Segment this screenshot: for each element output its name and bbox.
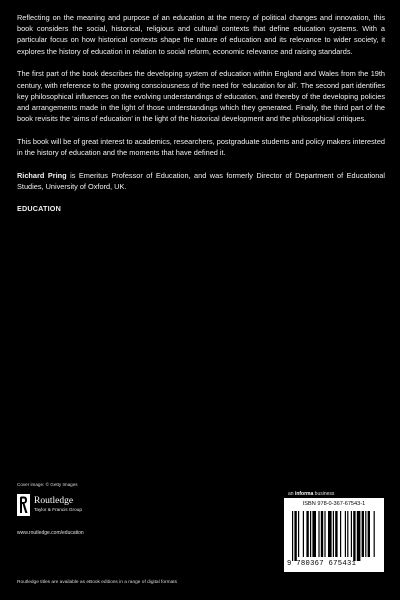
barcode-bar [351,511,352,557]
book-blurb [17,12,385,213]
barcode-bar [312,511,316,557]
barcode-bar [340,511,341,557]
barcode-bar [294,511,296,561]
author-name: Richard Pring [17,170,67,180]
barcode-panel [284,498,384,572]
informa-business-mark [288,491,334,497]
blurb-paragraph-1: Reflecting on the meaning and purpose of an education at the mercy of political changes and innovation, this book considers the social, historical, religious and cultural contexts that define education systems. With a particular focus on how historical contexts shape the nature of education and its relevance to wider society, it explores the history of education in relation to social reform, economic relevance and raising standards. [17,13,385,56]
barcode-bar [335,511,337,557]
isbn-number: ISBN 978-0-367-67543-1 [302,501,366,507]
barcode-bar [357,511,361,561]
barcode-digits: 9 780367 675431 [287,560,357,568]
informa-suffix: business [313,491,335,497]
barcode-bar [303,511,304,557]
barcode-bar [333,511,334,557]
barcode-bar [345,511,346,557]
barcode-bar [347,511,348,557]
blurb-paragraph-3: This book will be of great interest to academics, researchers, postgraduate students and policy makers interested in the history of education and the moments that have defined it. [17,136,385,158]
barcode-bar [328,511,332,557]
barcode-bar [324,511,325,557]
publisher-website[interactable]: www.routledge.com/education [17,530,84,536]
routledge-logo-icon [17,494,30,516]
publisher-name: Routledge [34,496,74,506]
informa-prefix: an [288,491,295,497]
barcode-bar [306,511,308,557]
barcode-bar [365,511,366,557]
barcode-bar [318,511,319,557]
publisher-group: Taylor & Francis Group [34,507,82,512]
author-bio-paragraph [17,170,385,192]
barcode-bar [374,511,375,557]
blurb-paragraph-2: The first part of the book describes the developing system of education within England and Wales from the 19th century, with reference to the growing consciousness of the need for ‘education for all’. The second part identifies key philosophical influences on the evolving understandings of education, and thereby of the developing policies and arrangements made in the light of those understandings which they generated. Finally, the third part of the book revisits the ‘aims of education’ in the light of the historical development and the philosophical critiques. [17,69,385,124]
ebook-availability-note: Routledge titles are available as eBook editions in a range of digital formats [17,580,177,585]
barcode-bar [298,511,299,557]
barcode-bar [310,511,311,557]
barcode-bar [368,511,370,557]
barcode-bar [353,511,355,561]
informa-brand: informa [294,491,314,497]
subject-category: EDUCATION [17,204,61,214]
barcode-bar [362,511,364,557]
barcode-icon [290,511,378,561]
author-bio: is Emeritus Professor of Education, and was formerly Director of Department of Educational Studies, University of Oxford, UK. [17,170,386,191]
barcode-bar [292,511,293,561]
cover-image-credit: Cover image: © Getty Images [17,482,78,487]
barcode-bar [321,511,323,557]
